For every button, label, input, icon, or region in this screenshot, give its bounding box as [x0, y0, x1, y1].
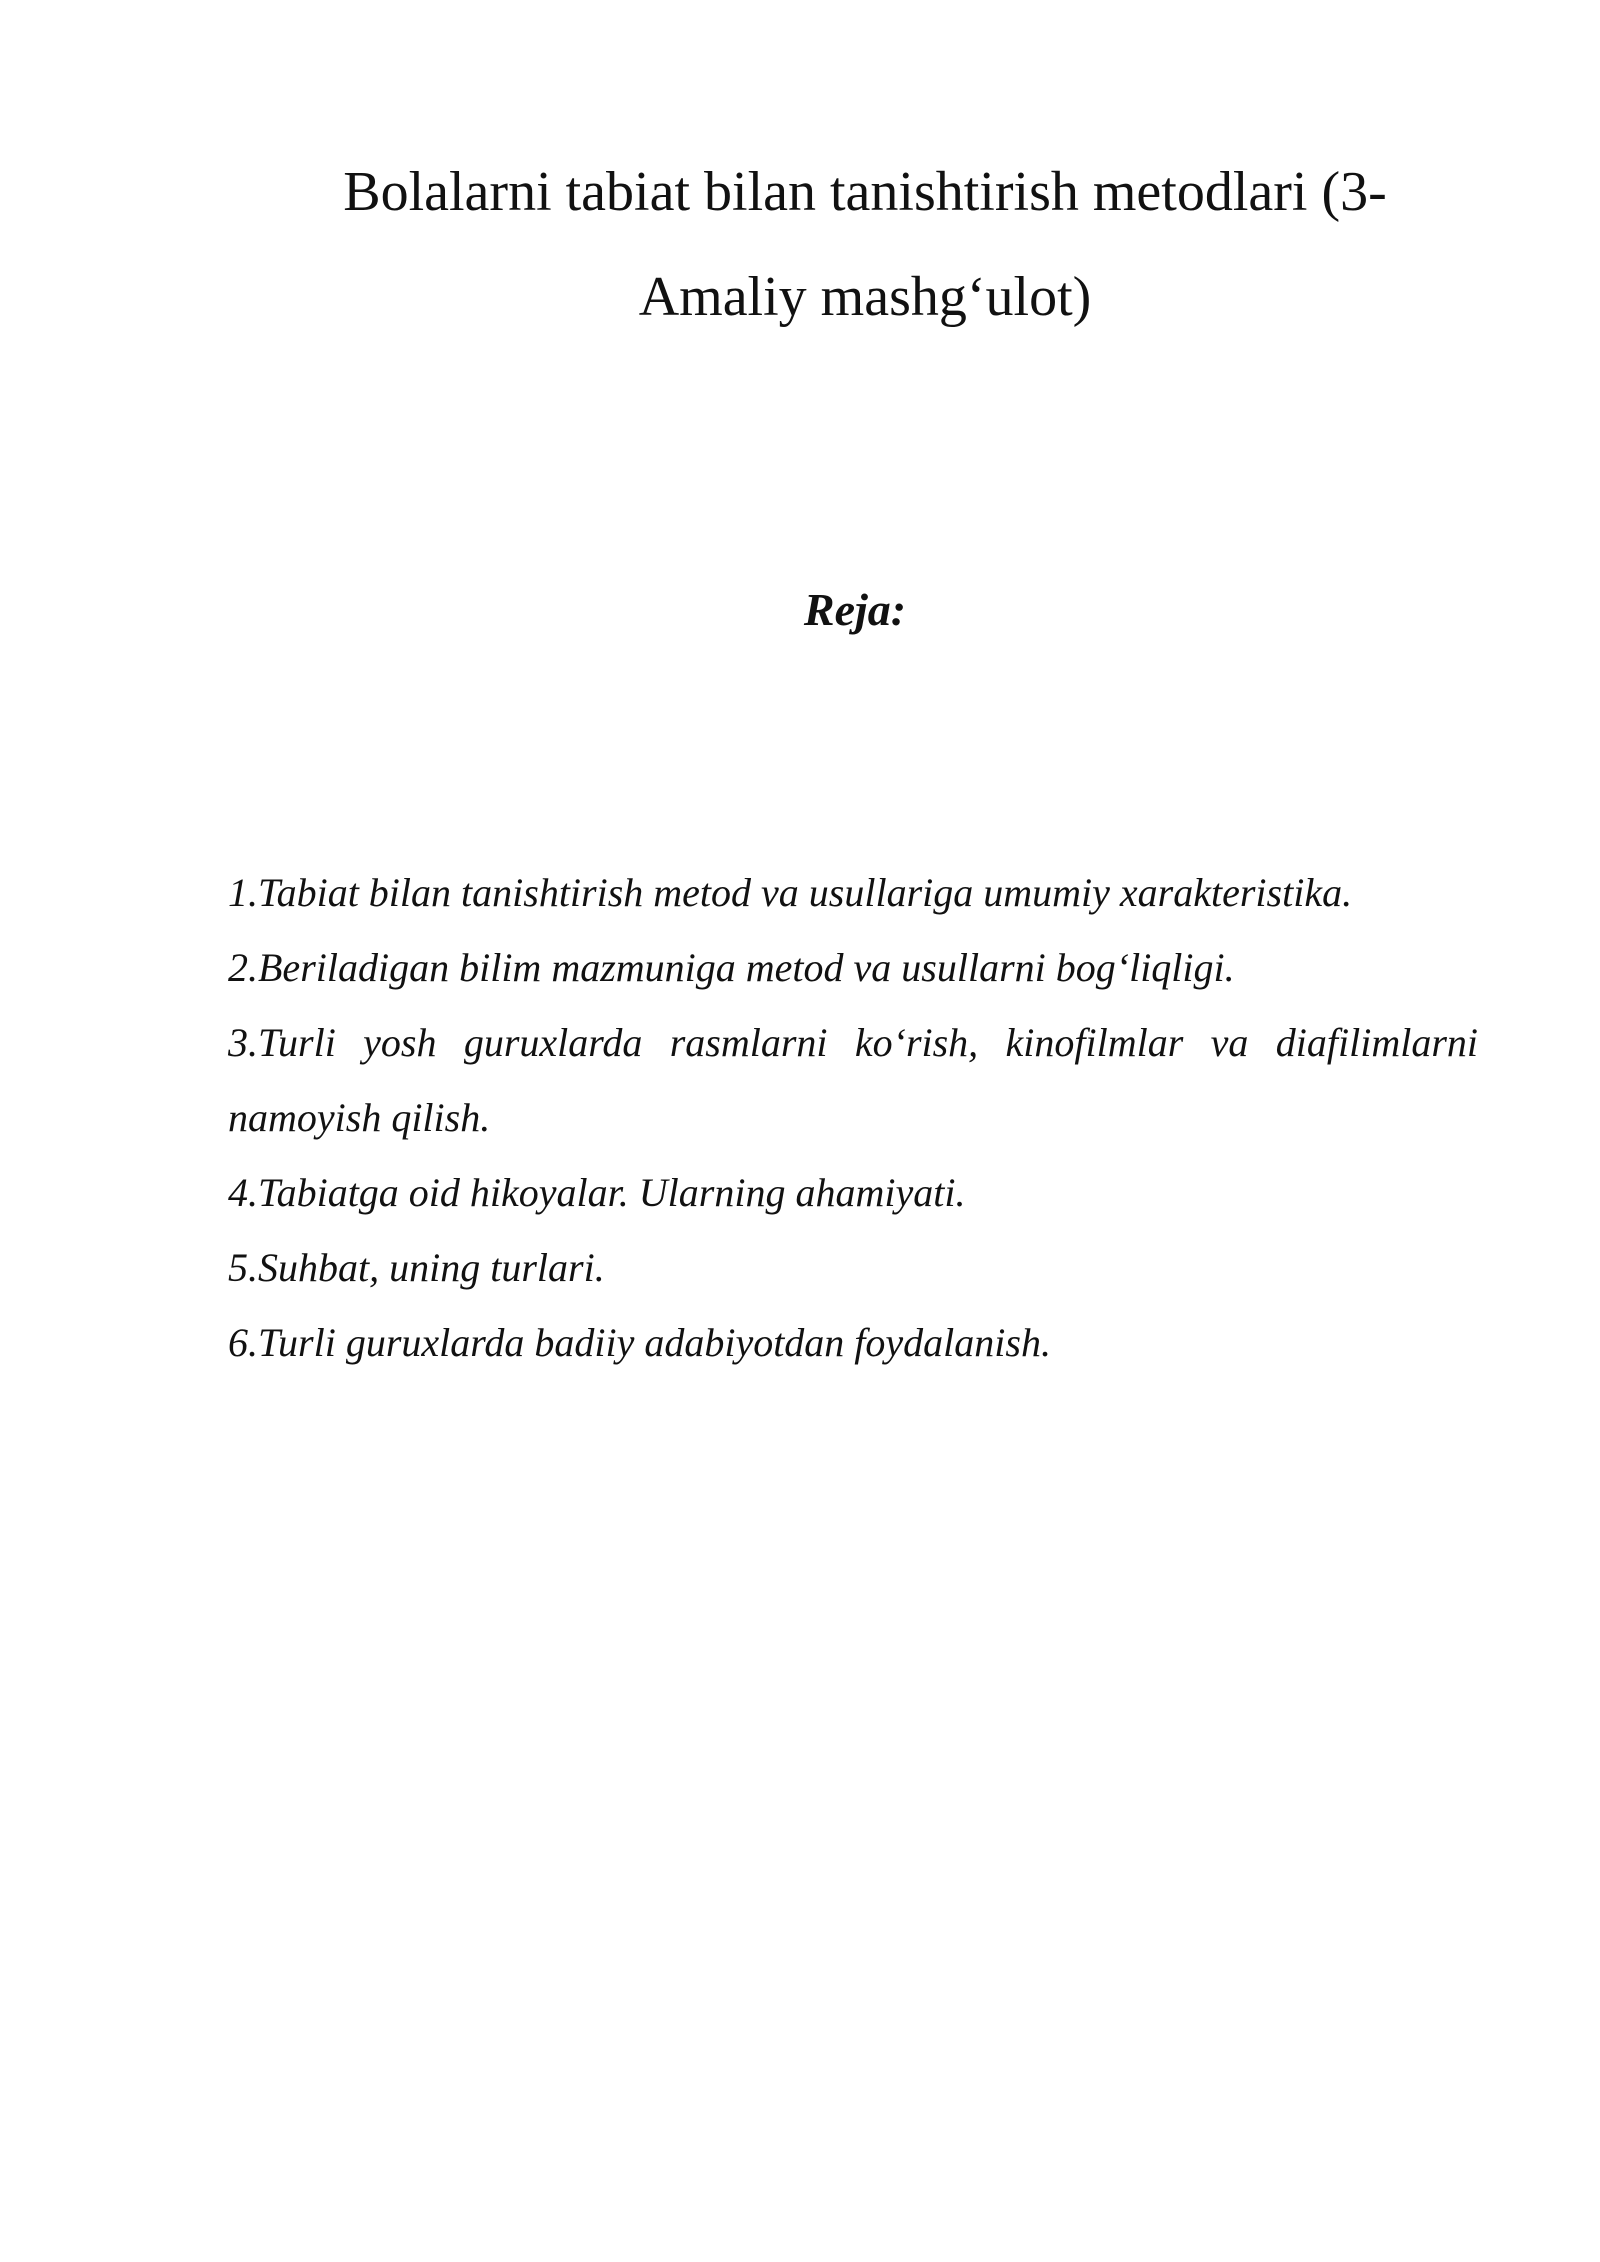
- document-title: [300, 140, 1430, 350]
- plan-item-4: 4.Tabiatga oid hikoyalar. Ularning ahamiyati.: [228, 1170, 966, 1215]
- plan-heading: Reja:: [803, 584, 907, 635]
- document-title-line-2: Amaliy mashg‘ulot): [638, 266, 1092, 328]
- plan-item-5: 5.Suhbat, uning turlari.: [228, 1245, 605, 1290]
- plan-item-2: 2.Beriladigan bilim mazmuniga metod va usullarni bog‘liqligi.: [228, 945, 1235, 990]
- document-title-line-1: Bolalarni tabiat bilan tanishtirish metodlari (3-: [343, 161, 1387, 223]
- plan-list: [228, 855, 1478, 1380]
- plan-item-3: 3.Turli yosh guruxlarda rasmlarni ko‘rish, kinofilmlar va diafilimlarni namoyish qilish.: [228, 1020, 1478, 1140]
- plan-item-1: 1.Tabiat bilan tanishtirish metod va usullariga umumiy xarakteristika.: [228, 870, 1353, 915]
- plan-item-6: 6.Turli guruxlarda badiiy adabiyotdan foydalanish.: [228, 1320, 1051, 1365]
